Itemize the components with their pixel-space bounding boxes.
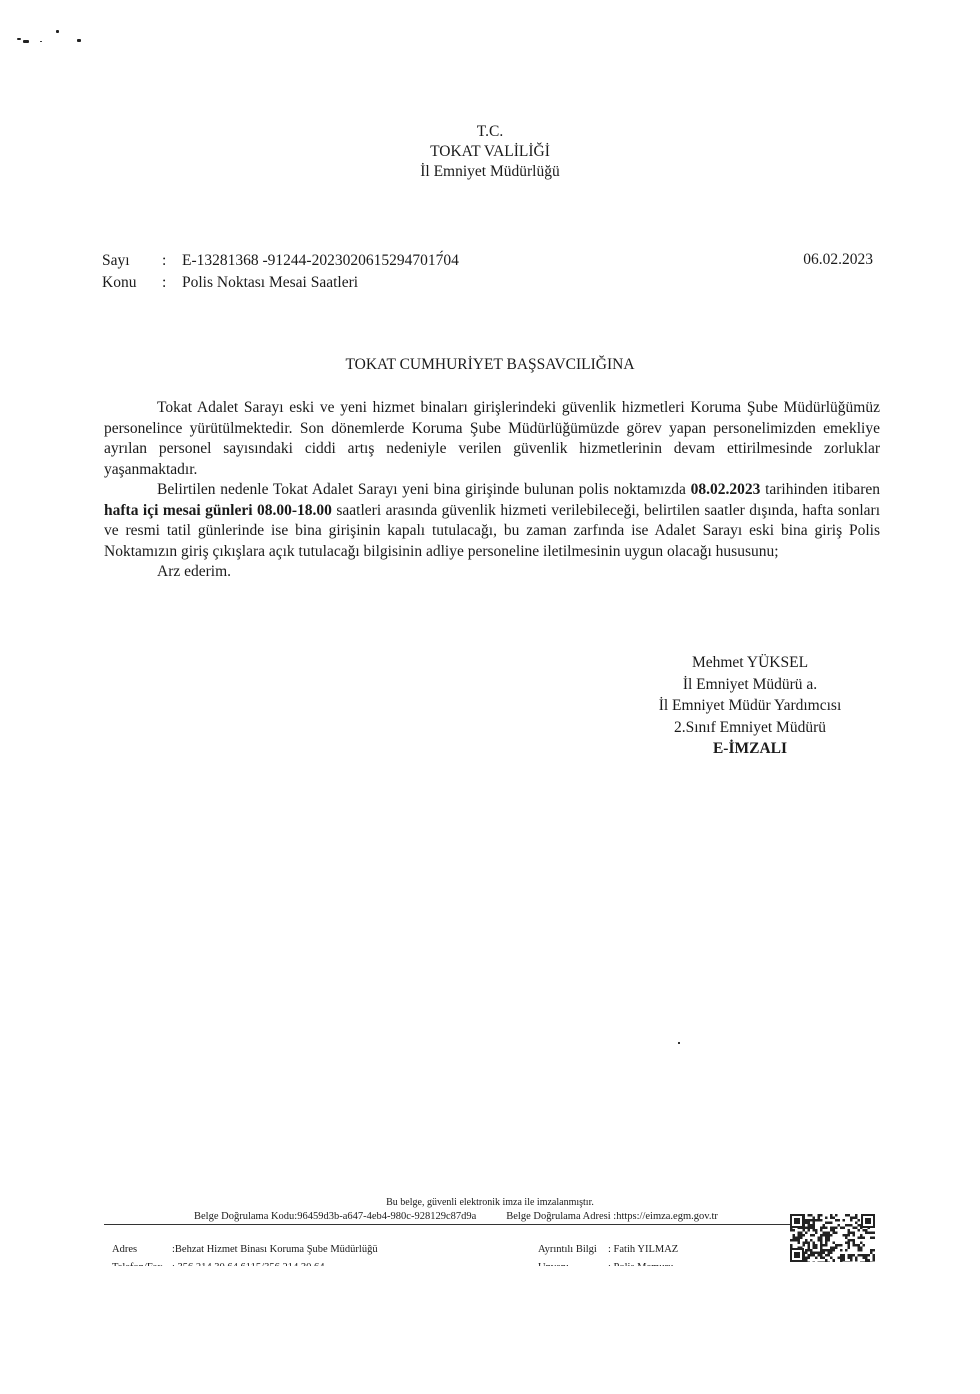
signature-block [620,652,880,760]
sayi-value: E-13281368 -91244-20230206152947017́04 [182,252,459,269]
p2-date: 08.02.2023 [690,481,761,498]
p2-text-c: tarihinden itibaren [760,481,880,498]
verification-address: Belge Doğrulama Adresi :https://eimza.egm.gov.tr [506,1211,718,1222]
scan-specks [14,30,94,50]
header-tc: T.C. [476,123,504,140]
e-signature-note: Bu belge, güvenli elektronik imza ile imzalanmıştır. [386,1197,594,1208]
footer-divider [104,1224,794,1225]
paragraph-1: Tokat Adalet Sarayı eski ve yeni hizmet binaları girişlerindeki güvenlik hizmetleri Koruma Şube Müdürlüğümüz personelince yürütülmektedir. Son dönemlerde Koruma Şube Müdürlüğümüzde görev yapan personelimizden emekliye ayrılan personel sayısındaki ciddi artış nedeniyle verilen güvenlik hizmetlerinin devam ettirilmesinde zorluklar yaşanmaktadır. [104,399,880,478]
signer-name: Mehmet YÜKSEL [691,654,809,671]
header-governorship: TOKAT VALİLİĞİ [430,143,550,160]
adres-value: :Behzat Hizmet Binası Koruma Şube Müdürlüğü [172,1244,378,1255]
document-date: 06.02.2023 [803,251,873,268]
p2-text-a: Belirtilen nedenle Tokat Adalet Sarayı yeni bina girişinde bulunan polis noktamızda [157,481,691,498]
e-signed-label: E-İMZALI [712,740,788,757]
sayi-row [102,250,459,272]
info-value: : Fatih YILMAZ [608,1244,679,1255]
p2-text-e: saatleri arasında güvenlik hizmeti verilebileceği, belirtilen saatler dışında, hafta sonları ve resmi tatil günlerinde ise bina girişinin kapalı tutulacağı, bu zaman zarfında ise Adalet Sarayı eski bina giriş Polis Noktamızın giriş çıkışlara açık tutulacağı bilgisinin adliye personeline iletilmesinin uygun olacağı hususunu; [104,501,881,560]
closing: Arz ederim. [157,563,232,580]
adres-label: Adres [112,1244,138,1255]
header-directorate: İl Emniyet Müdürlüğü [420,163,560,180]
konu-row [102,272,459,294]
sayi-colon: : [162,252,167,269]
paragraph-2 [104,480,880,562]
info-label: Ayrıntılı Bilgi [538,1244,597,1255]
letterhead [0,122,980,182]
konu-value: Polis Noktası Mesai Saatleri [182,274,359,291]
sayi-label: Sayı [102,252,130,269]
verification-code: Belge Doğrulama Kodu:96459d3b-a647-4eb4-980c-928129c87d9a [194,1211,477,1222]
p2-hours: hafta içi mesai günleri 08.00-18.00 [104,501,332,519]
signer-title-3: 2.Sınıf Emniyet Müdürü [674,718,826,736]
konu-colon: : [162,274,167,291]
addressee: TOKAT CUMHURİYET BAŞSAVCILIĞINA [345,356,635,373]
konu-label: Konu [102,274,137,291]
verification-line [194,1211,718,1222]
signer-title-1: İl Emniyet Müdürü a. [682,675,818,693]
scan-speck [678,1042,680,1044]
qr-code-icon [790,1214,875,1262]
letter-body [104,398,880,583]
scan-crop-edge [100,1266,800,1272]
signer-title-2: İl Emniyet Müdür Yardımcısı [658,697,842,714]
document-meta [102,250,459,294]
